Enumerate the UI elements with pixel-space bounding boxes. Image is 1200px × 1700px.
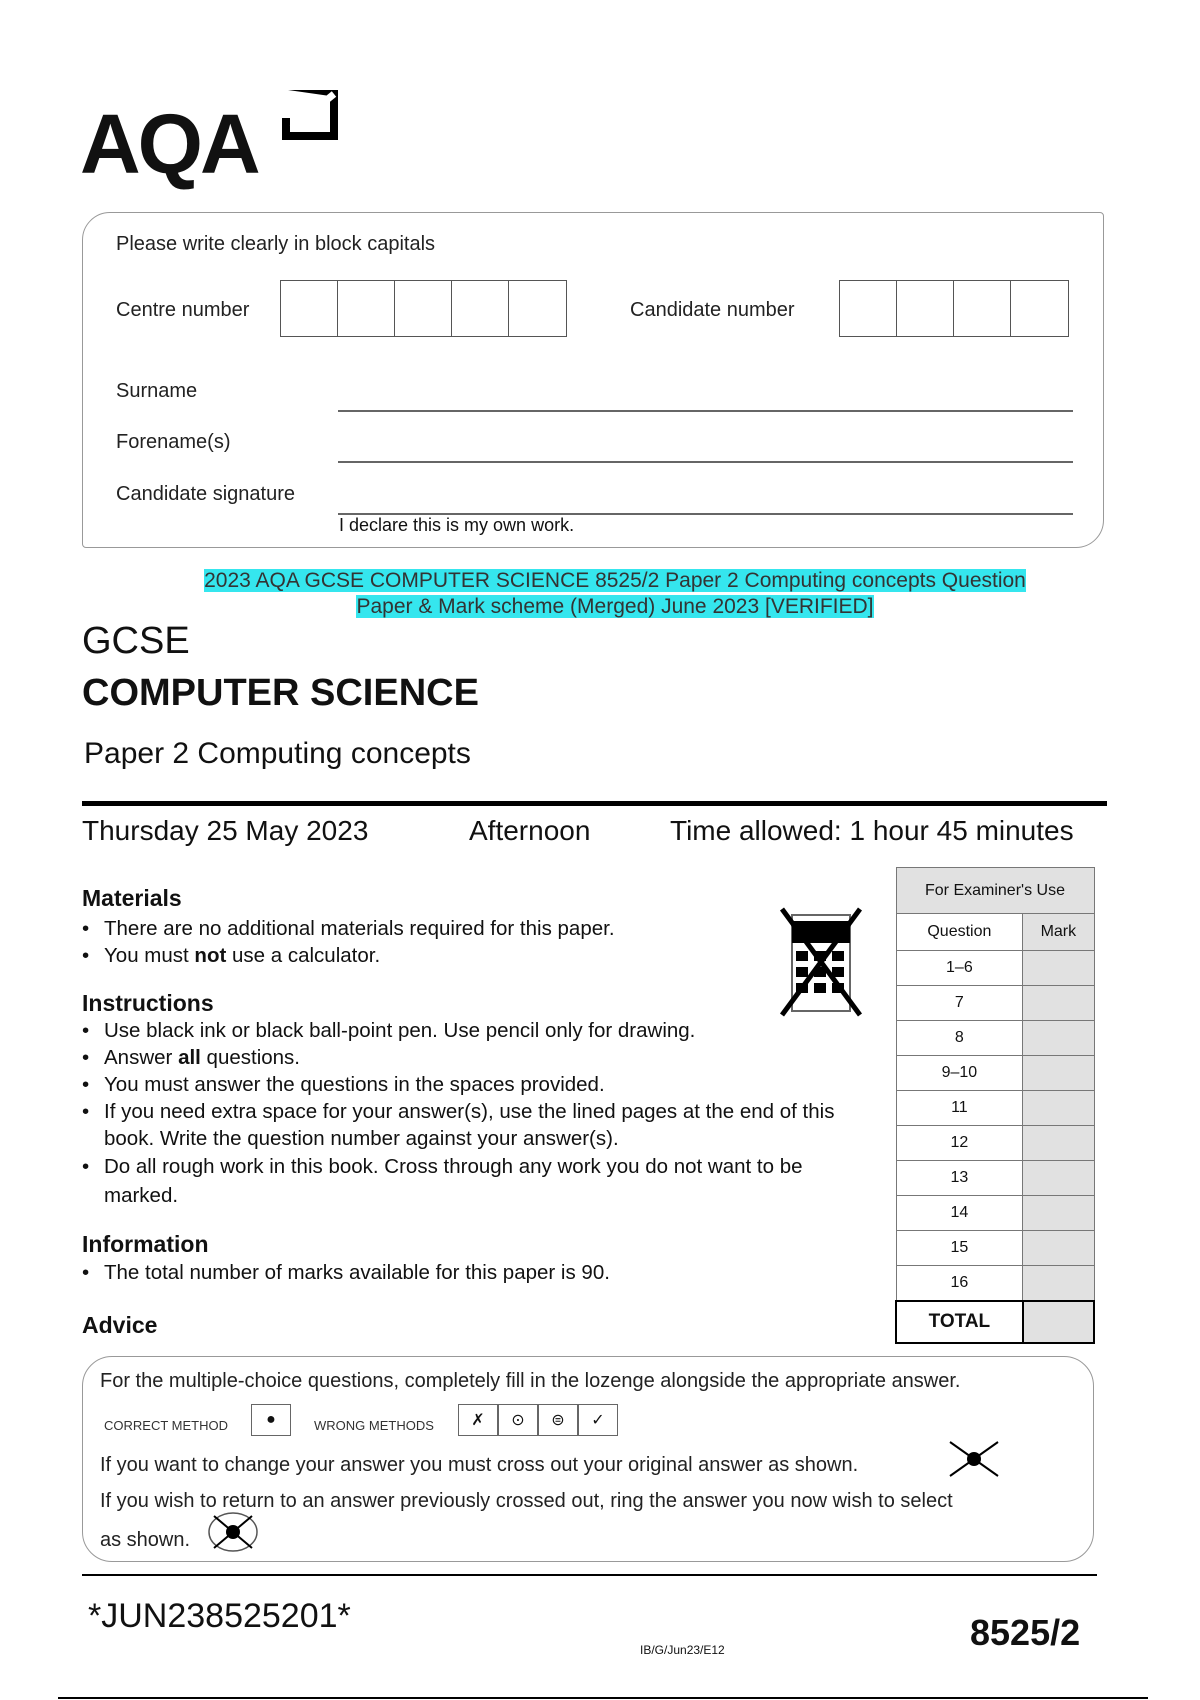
examiner-row (896, 1126, 1094, 1161)
mark-cell[interactable] (1023, 1196, 1094, 1231)
dot-mark-icon: ⊙ (498, 1404, 538, 1436)
mark-cell[interactable] (1023, 986, 1094, 1021)
mark-cell[interactable] (1023, 1021, 1094, 1056)
mark-cell[interactable] (1023, 1266, 1094, 1301)
wrong-methods-label: WRONG METHODS (314, 1418, 434, 1433)
centre-number-label: Centre number (116, 299, 250, 321)
advice-heading: Advice (82, 1312, 158, 1338)
reference-code: IB/G/Jun23/E12 (640, 1643, 725, 1657)
paper-code: 8525/2 (970, 1612, 1081, 1653)
aqa-logo: AQA (80, 88, 350, 183)
examiner-row (896, 1091, 1094, 1126)
examiner-row (896, 1231, 1094, 1266)
divider (82, 801, 1107, 806)
total-mark-cell[interactable] (1023, 1301, 1094, 1343)
level-heading: GCSE (82, 620, 190, 662)
declaration-text: I declare this is my own work. (339, 515, 575, 535)
information-list: • The total number of marks available for this paper is 90. (82, 1259, 610, 1286)
centre-number-field[interactable] (280, 280, 567, 337)
advice-line-2: If you want to change your answer you must cross out your original answer as shown. (100, 1454, 859, 1476)
examiner-row (896, 986, 1094, 1021)
subject-heading: COMPUTER SCIENCE (82, 672, 479, 714)
mark-cell[interactable] (1023, 1056, 1094, 1091)
materials-heading: Materials (82, 885, 182, 911)
examiner-row (896, 1266, 1094, 1301)
candidate-number-label: Candidate number (630, 299, 795, 321)
cross-mark-icon: ✗ (458, 1404, 498, 1436)
instructions-heading: Instructions (82, 990, 214, 1016)
mark-cell[interactable] (1023, 1126, 1094, 1161)
question-number: 15 (896, 1231, 1023, 1266)
instructions-list: • Use black ink or black ball-point pen. Use pencil only for drawing. • Answer all questions. • You must answer the questions in the spaces provided. • If you need extra space for your answer(s), use the lined pages at the end of this book. Write the question number against your answer(s). • Do all rough work in this book. Cross through any work you do not want to be marked. (82, 1017, 872, 1210)
question-number: 16 (896, 1266, 1023, 1301)
paper-heading: Paper 2 Computing concepts (84, 737, 471, 770)
advice-line-4: as shown. (100, 1529, 191, 1551)
information-heading: Information (82, 1231, 209, 1257)
question-number: 11 (896, 1091, 1023, 1126)
surname-label: Surname (116, 380, 198, 402)
forename-label: Forename(s) (116, 431, 231, 453)
aqa-logo-mark-icon (280, 88, 340, 143)
mark-cell[interactable] (1023, 1161, 1094, 1196)
block-capitals-note: Please write clearly in block capitals (116, 233, 436, 255)
tick-mark-icon: ✓ (578, 1404, 618, 1436)
surname-field[interactable] (338, 410, 1073, 412)
correct-method-label: CORRECT METHOD (104, 1418, 228, 1433)
scribble-mark-icon: ⊜ (538, 1404, 578, 1436)
exam-date: Thursday 25 May 2023 (82, 815, 369, 846)
no-calculator-icon (778, 907, 864, 1019)
candidate-number-field[interactable] (839, 280, 1069, 337)
mark-cell[interactable] (1023, 1091, 1094, 1126)
question-number: 13 (896, 1161, 1023, 1196)
time-allowed: Time allowed: 1 hour 45 minutes (670, 815, 1074, 846)
examiner-table: For Examiner's Use Question Mark 1–6 7 8 9–10 11 12 13 14 15 16 TOTAL (895, 867, 1095, 1344)
examiner-row (896, 1056, 1094, 1091)
signature-label: Candidate signature (116, 483, 296, 505)
question-number: 9–10 (896, 1056, 1023, 1091)
question-number: 8 (896, 1021, 1023, 1056)
forename-field[interactable] (338, 461, 1073, 463)
exam-session: Afternoon (469, 815, 591, 846)
question-number: 1–6 (896, 951, 1023, 986)
advice-line-1: For the multiple-choice questions, completely fill in the lozenge alongside the appropriate answer. (100, 1370, 961, 1392)
ringed-answer-icon (206, 1510, 260, 1554)
examiner-row (896, 1021, 1094, 1056)
examiner-row (896, 1161, 1094, 1196)
highlighted-title: 2023 AQA GCSE COMPUTER SCIENCE 8525/2 Paper 2 Computing concepts Question Paper & Mark scheme (Merged) June 2023 [VERIFIED] (204, 569, 1026, 618)
examiner-row (896, 951, 1094, 986)
examiner-row (896, 1196, 1094, 1231)
wrong-methods-icons (458, 1404, 618, 1436)
page-edge-line (58, 1697, 1148, 1699)
crossed-out-answer-icon (948, 1440, 1000, 1478)
advice-line-3: If you wish to return to an answer previously crossed out, ring the answer you now wish to select (100, 1490, 953, 1512)
question-number: 12 (896, 1126, 1023, 1161)
mark-cell[interactable] (1023, 951, 1094, 986)
question-number: 14 (896, 1196, 1023, 1231)
mark-cell[interactable] (1023, 1231, 1094, 1266)
materials-list: • There are no additional materials required for this paper. • You must not use a calculator. (82, 915, 615, 969)
correct-method-icon: ● (251, 1404, 291, 1436)
barcode-text: *JUN238525201* (88, 1597, 351, 1635)
footer-divider (82, 1574, 1097, 1576)
question-number: 7 (896, 986, 1023, 1021)
